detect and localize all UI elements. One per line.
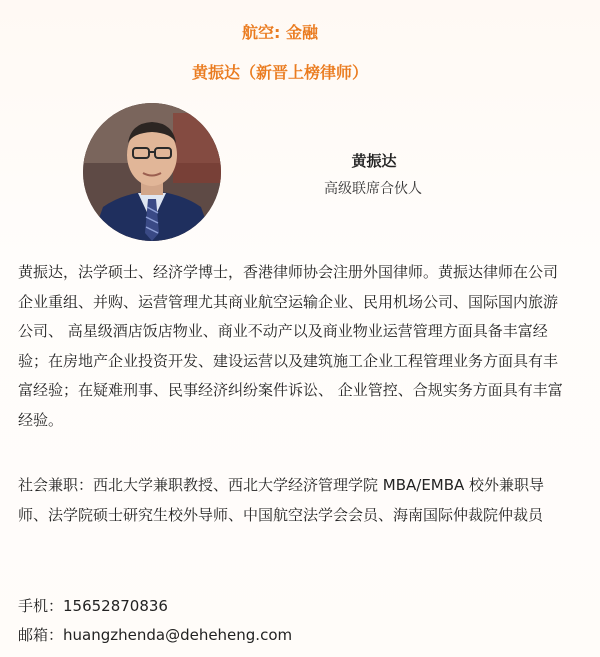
portrait-illustration: [83, 103, 221, 241]
lawyer-name: 黄振达: [351, 152, 397, 170]
bio-paragraph: 黄振达，法学硕士、经济学博士，香港律师协会注册外国律师。黄振达律师在公司企业重组、并购、运营管理尤其商业航空运输企业、民用机场公司、国际国内旅游公司、 高星级酒店饭店物业、商业不动产以及商业物业运营管理方面具备丰富经验；在房地产企业投资开发、建设运营以及建筑施工企业工程管理业务方面具有丰富经验；在疑难刑事、民事经济纠纷案件诉讼、 企业管控、合规实务方面具有丰富经验。: [18, 263, 563, 429]
social-positions-paragraph: 社会兼职：西北大学兼职教授、西北大学经济管理学院 MBA/EMBA 校外兼职导师、法学院硕士研究生校外导师、中国航空法学会会员、海南国际仲裁院仲裁员: [18, 476, 545, 524]
portrait-photo: [83, 103, 221, 241]
phone-line: 手机：15652870836: [18, 597, 168, 615]
email-line: 邮箱：huangzhenda@deheheng.com: [18, 626, 293, 644]
section-title: 航空: 金融: [242, 23, 318, 42]
lawyer-title: 高级联席合伙人: [324, 181, 422, 197]
lawyer-heading: 黄振达（新晋上榜律师）: [191, 63, 368, 82]
